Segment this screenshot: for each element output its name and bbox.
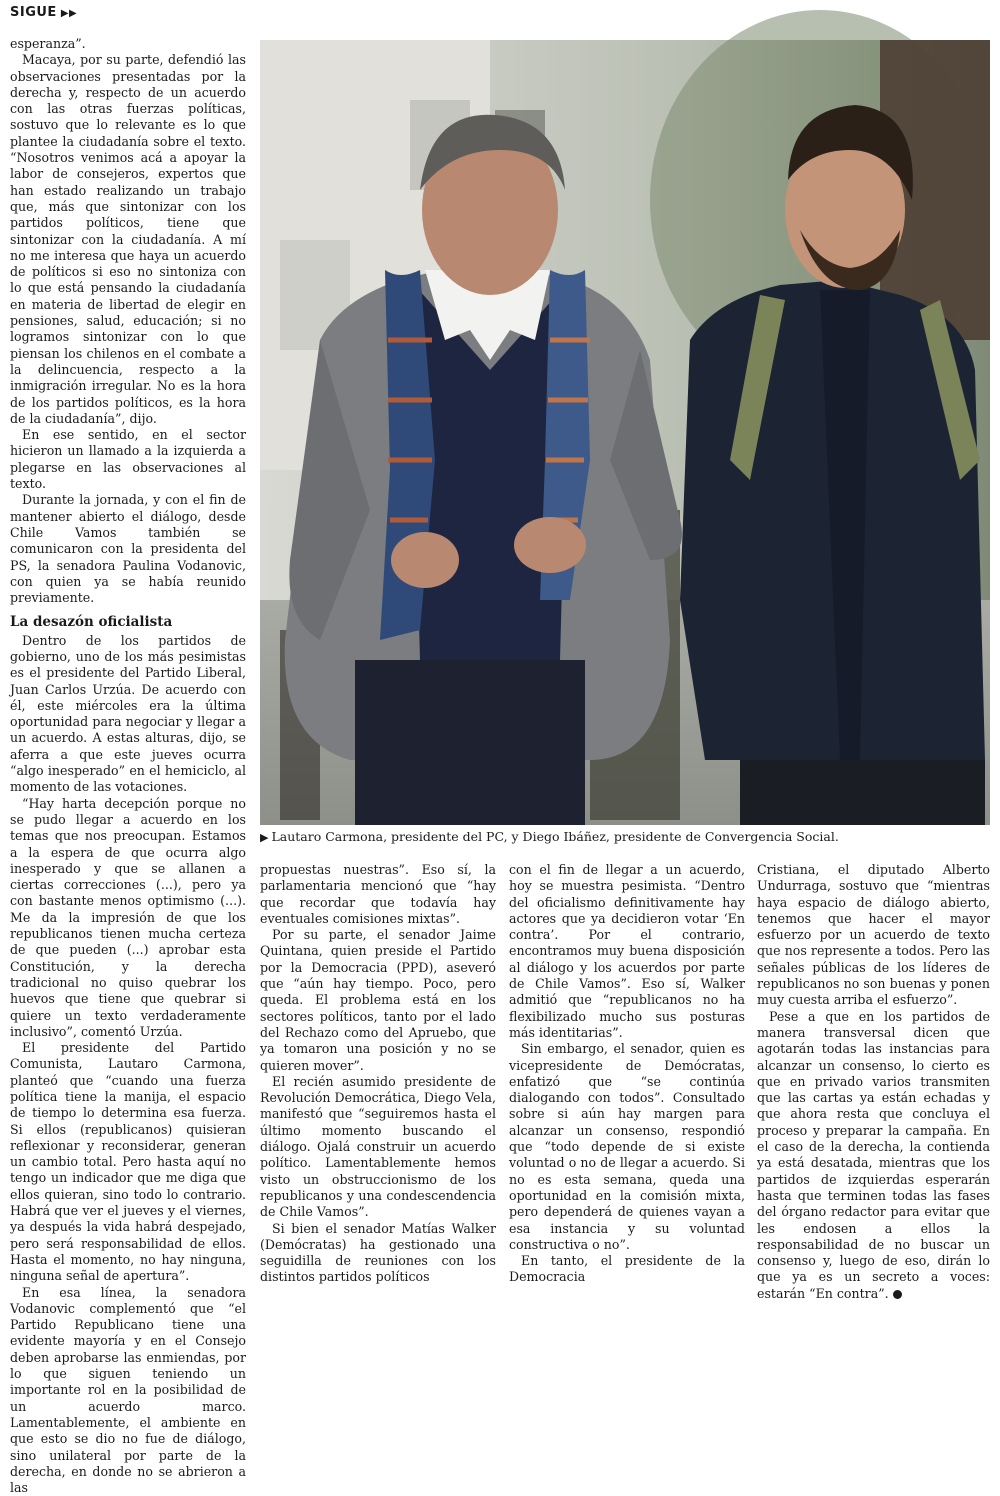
paragraph: Cristiana, el diputado Alberto Undurraga, sostuvo que “mientras haya espacio de diálogo abierto, tenemos que hacer el mayor esfuerzo por un acuerdo de texto que nos represente a todos. Pero las señales públicas de los líderes de republicanos no son buenas y ponen muy cuesta arriba el esfuerzo”. [757,862,990,1008]
photo-illustration [260,40,990,825]
paragraph: Si bien el senador Matías Walker (Demócratas) ha gestionado una seguidilla de reuniones con los distintos partidos políticos [260,1220,496,1285]
caption-triangle-icon: ▶ [260,831,269,844]
paragraph: Macaya, por su parte, defendió las observaciones presentadas por la derecha y, respecto de un acuerdo con las otras fuerzas políticas, sostuvo que lo relevante es lo que plantee la ciudadanía sobre el texto. “Nosotros venimos acá a apoyar la labor de consejeros, expertos que han estado realizando un trabajo que, más que sintonizar con los partidos políticos, tiene que sintonizar con la ciudadanía. A mí no me interesa que haya un acuerdo de políticos si eso no sintoniza con lo que está pensando la ciudadanía en materia de libertad de elegir en pensiones, salud, educación; si no logramos sintonizar con lo que piensan los chilenos en el combate a la delincuencia, respecto a la inmigración irregular. No es la hora de los partidos políticos, es la hora de la ciudadanía”, dijo. [10,52,246,426]
paragraph: Dentro de los partidos de gobierno, uno de los más pesimistas es el presidente del Partido Liberal, Juan Carlos Urzúa. De acuerdo con él, este miércoles era la última oportunidad para negociar y llegar a un acuerdo. A estas alturas, dijo, se aferra a que este jueves ocurra “algo inesperado” en el hemiciclo, al momento de las votaciones. [10,632,246,795]
paragraph: “Hay harta decepción porque no se pudo llegar a acuerdo en los temas que nos preocupan. Estamos a la espera de que ocurra algo inesperado y que se allanen a ciertas correcciones (...), pero ya con bastante menos optimismo (...). Me da la impresión de que los republicanos tienen mucha certeza de que pueden (...) aprobar esta Constitución, y la derecha tradicional no quiso quebrar los huevos que tiene que quebrar si quiere un texto verdaderamente inclusivo”, comentó Urzúa. [10,795,246,1039]
photo-caption [260,829,990,844]
article-column-3 [509,862,745,1285]
paragraph: Sin embargo, el senador, quien es vicepresidente de Demócratas, enfatizó que “se continúa dialogando con todos”. Consultado sobre si aún hay margen para alcanzar un consenso, respondió que “todo depende de si existe voluntad o no de llegar a acuerdo. Si no es esta semana, queda una oportunidad en la comisión mixta, pero dependerá de quienes vayan a esa instancia y su voluntad constructiva o no”. [509,1041,745,1252]
paragraph: El presidente del Partido Comunista, Lautaro Carmona, planteó que “cuando una fuerza política tiene la manija, el espacio de tiempo lo determina esa fuerza. Si ellos (republicanos) quisieran reflexionar y reconsiderar, generan un cambio total. Pero hasta aquí no tengo un indicador que me diga que ellos quieran, sino todo lo contrario. Habrá que ver el jueves y el viernes, ya después la vida habrá despejado, pero será responsabilidad de ellos. Hasta el momento, no hay ninguna, ninguna señal de apertura”. [10,1040,246,1284]
paragraph-text: Pese a que en los partidos de manera transversal dicen que agotarán todas las instancias para alcanzar un consenso, lo cierto es que en privado varios transmiten que las cartas ya están echadas y que ahora resta que concluya el proceso y preparar la campaña. En el caso de la derecha, la contienda ya está desatada, mientras que los partidos de izquierdas esperarán hasta que terminen todas las fases del órgano redactor para evitar que les endosen a ellos la responsabilidad de no buscar un consenso y, luego de eso, dirán lo que ya es un secreto a voces: estarán “En contra”. [757,1008,990,1301]
paragraph: con el fin de llegar a un acuerdo, hoy se muestra pesimista. “Dentro del oficialismo definitivamente hay actores que ya decidieron votar ‘En contra’. Por el contrario, encontramos muy buena disposición al diálogo y los acuerdos por parte de Chile Vamos”. Eso sí, Walker admitió que “republicanos no ha flexibilizado mucho sus posturas más identitarias”. [509,862,745,1040]
paragraph: Durante la jornada, y con el fin de mantener abierto el diálogo, desde Chile Vamos también se comunicaron con la presidenta del PS, la senadora Paulina Vodanovic, con quien ya se había reunido previamente. [10,492,246,606]
article-column-2 [260,862,497,1285]
paragraph: El recién asumido presidente de Revolución Democrática, Diego Vela, manifestó que “seguiremos hasta el último momento buscando el diálogo. Ojalá construir un acuerdo político. Lamentablemente hemos visto un obstruccionismo de los republicanos y una condescendencia de Chile Vamos”. [260,1073,497,1220]
article-column-1 [10,36,246,1496]
sigue-text: SIGUE [10,5,57,20]
section-heading: La desazón oficialista [10,614,173,631]
paragraph: En tanto, el presidente de la Democracia [509,1253,745,1285]
paragraph: Por su parte, el senador Jaime Quintana, quien preside el Partido por la Democracia (PPD), aseveró que “aún hay tiempo. Poco, pero queda. El problema está en los sectores políticos, tanto por el lado del Rechazo como del Apruebo, que ya tomaron una posición y no se quieren mover”. [260,927,496,1073]
caption-text: Lautaro Carmona, presidente del PC, y Diego Ibáñez, presidente de Convergencia Social. [271,829,839,844]
paragraph: esperanza”. [10,36,86,51]
continued-label [10,5,77,20]
article-column-4 [757,862,990,1301]
double-arrow-icon: ▶▶ [60,8,78,19]
news-photo [260,40,990,825]
paragraph [757,1009,990,1302]
paragraph: En esa línea, la senadora Vodanovic complementó que “el Partido Republicano tiene una evidente mayoría y en el Consejo deben aprobarse las enmiendas, por lo que siguen teniendo un importante rol en la posibilidad de un acuerdo marco. Lamentablemente, el ambiente en que esto se dio no fue de diálogo, sino unilateral por parte de la derecha, en donde no se abrieron a las [10,1284,246,1496]
end-mark-icon [893,1290,902,1299]
paragraph: propuestas nuestras”. Eso sí, la parlamentaria mencionó que “hay que recordar que todavía hay eventuales comisiones mixtas”. [260,862,496,926]
paragraph: En ese sentido, en el sector hicieron un llamado a la izquierda a plegarse en las observaciones al texto. [10,427,246,492]
